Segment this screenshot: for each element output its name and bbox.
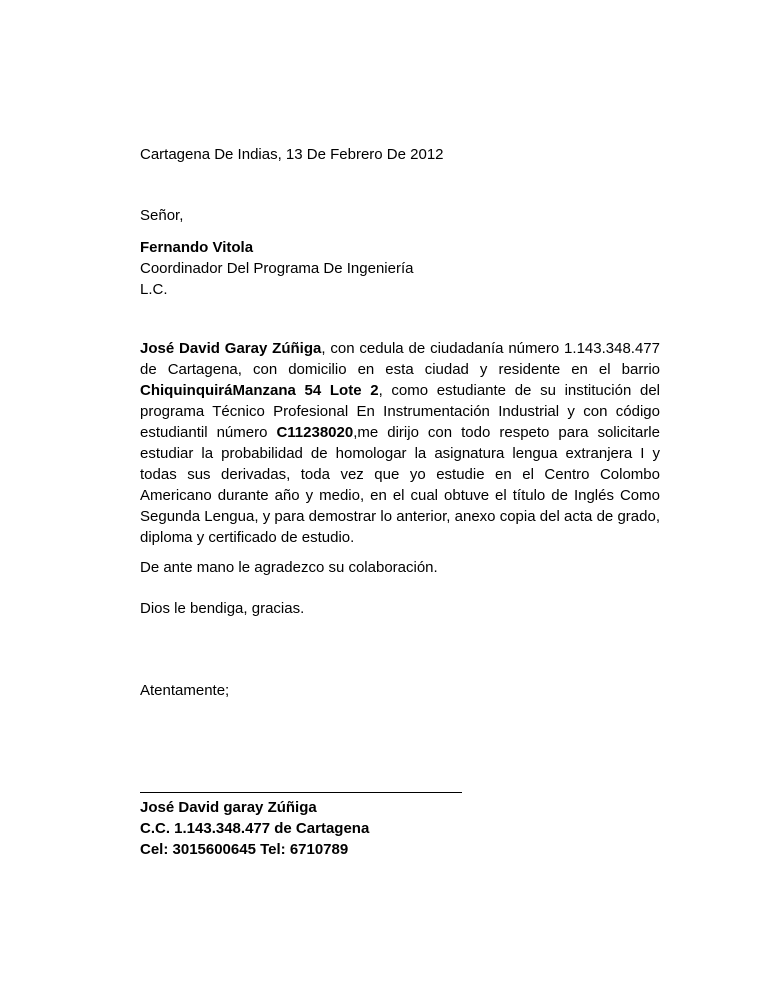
letter-body	[140, 338, 660, 548]
recipient-block	[140, 237, 660, 300]
signature-contact: Cel: 3015600645 Tel: 6710789	[140, 841, 349, 858]
body-text-1: , con cedula de ciudadanía número 1.143.348.477 de Cartagena, con domicilio en esta ciudad y residente en el barrio	[140, 340, 660, 378]
letter-date: Cartagena De Indias, 13 De Febrero De 2012	[140, 146, 444, 163]
signature-name: José David garay Zúñiga	[140, 799, 317, 816]
signature-id: C.C. 1.143.348.477 de Cartagena	[140, 820, 370, 837]
signature-line	[140, 792, 462, 793]
recipient-title: Coordinador Del Programa De Ingeniería	[140, 260, 414, 277]
body-text-3: ,me dirijo con todo respeto para solicitarle estudiar la probabilidad de homologar la asignatura lengua extranjera I y todas sus derivadas, toda vez que yo estudie en el Centro Colombo Americano durante año y medio, en el cual obtuve el título de Inglés Como Segunda Lengua, y para demostrar lo anterior, anexo copia del acta de grado, diploma y certificado de estudio.	[140, 424, 660, 546]
body-student-code: C11238020	[276, 424, 354, 441]
salutation: Señor,	[140, 207, 184, 224]
recipient-org: L.C.	[140, 281, 168, 298]
signature-block	[140, 797, 660, 860]
blessing-line: Dios le bendiga, gracias.	[140, 600, 305, 617]
thanks-line: De ante mano le agradezco su colaboración.	[140, 559, 438, 576]
closing-line: Atentamente;	[140, 682, 230, 699]
recipient-name: Fernando Vitola	[140, 239, 254, 256]
body-text-2: , como estudiante de su institución del programa Técnico Profesional En Instrumentación Industrial y con código estudiantil número	[140, 382, 660, 441]
body-sender-name: José David Garay Zúñiga	[140, 340, 322, 357]
body-address: ChiquinquiráManzana 54 Lote 2	[140, 382, 379, 399]
